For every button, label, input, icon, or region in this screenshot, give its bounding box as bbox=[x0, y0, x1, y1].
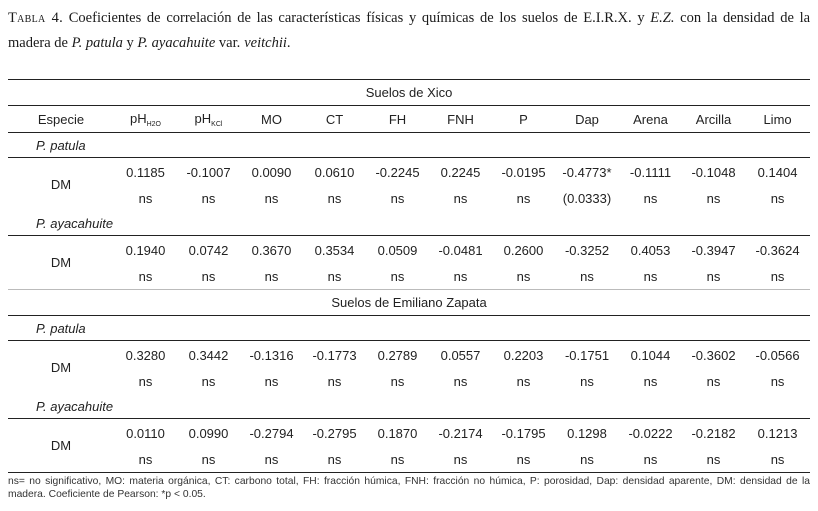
significance-value: ns bbox=[201, 269, 216, 284]
significance-value: ns bbox=[706, 374, 721, 389]
section-title: Suelos de Xico bbox=[8, 80, 810, 106]
significance-value: ns bbox=[264, 374, 279, 389]
column-header-label: Arena bbox=[633, 111, 668, 127]
values-row bbox=[8, 341, 810, 370]
significance-value: ns bbox=[770, 374, 785, 389]
species-row bbox=[8, 133, 810, 158]
correlation-value: -0.0481 bbox=[438, 242, 483, 258]
caption-conj-2: y bbox=[126, 35, 134, 51]
correlation-value: 0.0610 bbox=[314, 164, 355, 180]
caption-variety: veitchii bbox=[244, 35, 287, 51]
significance-value: ns bbox=[138, 374, 153, 389]
correlation-value: -0.3947 bbox=[691, 242, 736, 258]
caption-end: . bbox=[286, 35, 291, 51]
significance-value: ns bbox=[770, 269, 785, 284]
species-row bbox=[8, 211, 810, 236]
species-name: P. ayacahuite bbox=[8, 211, 810, 236]
column-header bbox=[492, 106, 555, 133]
significance-value: ns bbox=[516, 191, 531, 206]
correlation-value: 0.3442 bbox=[188, 347, 229, 363]
significance-value: ns bbox=[643, 191, 658, 206]
significance-value: ns bbox=[327, 191, 342, 206]
significance-value: ns bbox=[516, 374, 531, 389]
correlation-value: -0.4773* bbox=[562, 164, 612, 180]
column-header bbox=[8, 106, 114, 133]
correlation-value: 0.3280 bbox=[125, 347, 166, 363]
column-header-label: Especie bbox=[37, 111, 85, 127]
column-header bbox=[177, 106, 240, 133]
significance-row bbox=[8, 447, 810, 473]
column-header bbox=[240, 106, 303, 133]
caption-text-2: con la densidad de la madera de bbox=[8, 10, 811, 51]
section-title: Suelos de Emiliano Zapata bbox=[8, 290, 810, 316]
row-label: DM bbox=[8, 419, 114, 473]
significance-value: ns bbox=[264, 269, 279, 284]
correlation-value: -0.1316 bbox=[249, 347, 294, 363]
significance-value: ns bbox=[429, 447, 492, 473]
significance-value: ns bbox=[390, 269, 405, 284]
significance-value: ns bbox=[327, 269, 342, 284]
column-header-label: FH bbox=[388, 111, 407, 127]
correlation-value: -0.1795 bbox=[501, 425, 546, 441]
section-header-row bbox=[8, 290, 810, 316]
significance-value: ns bbox=[706, 191, 721, 206]
column-header bbox=[745, 106, 810, 133]
column-header-label: MO bbox=[261, 111, 282, 127]
significance-value: ns bbox=[390, 191, 405, 206]
column-header-label: Limo bbox=[763, 111, 792, 127]
significance-value: ns bbox=[706, 269, 721, 284]
caption-text-1: Coeficientes de correlación de las características físicas y químicas de los suelos de bbox=[68, 10, 578, 26]
correlation-value: 0.1213 bbox=[757, 425, 798, 441]
caption-var: var. bbox=[218, 35, 241, 51]
correlation-value: -0.1751 bbox=[564, 347, 610, 363]
correlation-value: -0.1048 bbox=[691, 164, 736, 180]
significance-row bbox=[8, 186, 810, 211]
correlation-value: 0.2600 bbox=[503, 242, 544, 258]
significance-row bbox=[8, 369, 810, 394]
correlation-value: -0.3252 bbox=[564, 242, 610, 258]
significance-value: ns bbox=[453, 191, 468, 206]
significance-value: ns bbox=[770, 191, 785, 206]
correlation-value: -0.1111 bbox=[629, 164, 672, 180]
species-name: P. patula bbox=[8, 133, 810, 158]
correlation-value: 0.1044 bbox=[630, 347, 671, 363]
correlation-value: 0.2789 bbox=[377, 347, 418, 363]
caption-site-1: E.I.R.X. bbox=[583, 10, 632, 26]
correlation-value: 0.1298 bbox=[567, 425, 607, 441]
correlation-value: 0.0090 bbox=[251, 164, 292, 180]
significance-value: ns bbox=[201, 374, 216, 389]
significance-value: (0.0333) bbox=[562, 191, 612, 206]
row-label: DM bbox=[50, 360, 72, 375]
significance-value: ns bbox=[366, 447, 429, 473]
species-row bbox=[8, 394, 810, 419]
column-header-label: P bbox=[519, 111, 528, 127]
ph-subscript: KCl bbox=[211, 120, 223, 128]
significance-value: ns bbox=[492, 447, 555, 473]
correlation-value: -0.0195 bbox=[501, 164, 546, 180]
species-name: P. patula bbox=[8, 316, 810, 341]
significance-value: ns bbox=[516, 269, 531, 284]
correlation-value: -0.3624 bbox=[755, 242, 800, 258]
table-body bbox=[8, 80, 810, 473]
correlation-value: -0.1773 bbox=[312, 347, 357, 363]
significance-value: ns bbox=[177, 447, 240, 473]
correlation-value: -0.2794 bbox=[249, 425, 294, 441]
column-header-label: Arcilla bbox=[695, 111, 732, 127]
correlation-value: -0.3602 bbox=[691, 347, 736, 363]
significance-value: ns bbox=[580, 269, 594, 284]
column-header bbox=[303, 106, 366, 133]
correlation-value: -0.0566 bbox=[755, 347, 800, 363]
correlation-value: 0.0990 bbox=[188, 425, 229, 441]
caption-species-2: P. ayacahuite bbox=[137, 35, 216, 51]
species-name: P. ayacahuite bbox=[8, 394, 810, 419]
correlation-value: 0.3534 bbox=[314, 242, 355, 258]
column-header bbox=[619, 106, 682, 133]
column-header bbox=[366, 106, 429, 133]
correlation-value: -0.2795 bbox=[312, 425, 357, 441]
ph-subscript: H2O bbox=[146, 120, 162, 128]
significance-value: ns bbox=[580, 374, 594, 389]
correlation-value: 0.1870 bbox=[377, 425, 418, 441]
section-header-row bbox=[8, 80, 810, 106]
correlation-value: -0.0222 bbox=[628, 425, 673, 441]
column-header-row bbox=[8, 106, 810, 133]
significance-value: ns bbox=[453, 269, 468, 284]
correlation-value: 0.0557 bbox=[440, 347, 481, 363]
column-header bbox=[114, 106, 177, 133]
correlation-value: 0.2203 bbox=[503, 347, 544, 363]
correlation-value: 0.3670 bbox=[251, 242, 292, 258]
significance-value: ns bbox=[643, 374, 658, 389]
species-row bbox=[8, 316, 810, 341]
significance-value: ns bbox=[240, 447, 303, 473]
column-header-label: CT bbox=[325, 111, 344, 127]
caption-species-1: P. patula bbox=[71, 35, 123, 51]
correlation-value: 0.4053 bbox=[630, 242, 671, 258]
correlation-value: 0.1404 bbox=[757, 164, 798, 180]
caption-conj-1: y bbox=[637, 10, 645, 26]
significance-value: ns bbox=[643, 269, 658, 284]
column-header-label: Dap bbox=[575, 111, 599, 127]
correlation-value: 0.2245 bbox=[440, 164, 481, 180]
table-caption bbox=[8, 6, 810, 56]
correlation-value: -0.2174 bbox=[438, 425, 483, 441]
significance-row bbox=[8, 264, 810, 290]
correlation-value: 0.0509 bbox=[377, 242, 418, 258]
correlation-table bbox=[8, 79, 810, 473]
significance-value: ns bbox=[390, 374, 405, 389]
values-row bbox=[8, 236, 810, 265]
column-header bbox=[429, 106, 492, 133]
correlation-value: 0.0110 bbox=[126, 425, 165, 441]
row-label: DM bbox=[50, 255, 72, 270]
significance-value: ns bbox=[327, 374, 342, 389]
correlation-value: -0.2245 bbox=[375, 164, 420, 180]
column-header bbox=[682, 106, 745, 133]
significance-value: ns bbox=[555, 447, 619, 473]
significance-value: ns bbox=[138, 191, 153, 206]
significance-value: ns bbox=[114, 447, 177, 473]
column-header bbox=[555, 106, 619, 133]
significance-value: ns bbox=[138, 269, 153, 284]
table-label: Tabla 4. bbox=[8, 10, 64, 26]
values-row bbox=[8, 419, 810, 448]
correlation-value: -0.1007 bbox=[186, 164, 231, 180]
correlation-value: 0.0742 bbox=[188, 242, 229, 258]
significance-value: ns bbox=[264, 191, 279, 206]
significance-value: ns bbox=[745, 447, 810, 473]
significance-value: ns bbox=[453, 374, 468, 389]
column-header-label: pH bbox=[129, 110, 147, 126]
significance-value: ns bbox=[619, 447, 682, 473]
caption-site-2: E.Z. bbox=[650, 10, 675, 26]
row-label: DM bbox=[50, 177, 72, 192]
correlation-value: 0.1185 bbox=[126, 164, 165, 180]
column-header-label: FNH bbox=[447, 111, 474, 127]
values-row bbox=[8, 158, 810, 187]
column-header-label: pH bbox=[194, 110, 212, 126]
significance-value: ns bbox=[682, 447, 745, 473]
significance-value: ns bbox=[201, 191, 216, 206]
significance-value: ns bbox=[303, 447, 366, 473]
correlation-value: 0.1940 bbox=[125, 242, 166, 258]
correlation-value: -0.2182 bbox=[691, 425, 736, 441]
table-footnote: ns= no significativo, MO: materia orgánica, CT: carbono total, FH: fracción húmica, FNH: fracción no húmica, P: porosidad, Dap: densidad aparente, DM: densidad de la madera. Coeficiente de Pearson: *p < 0.05. bbox=[8, 476, 810, 500]
